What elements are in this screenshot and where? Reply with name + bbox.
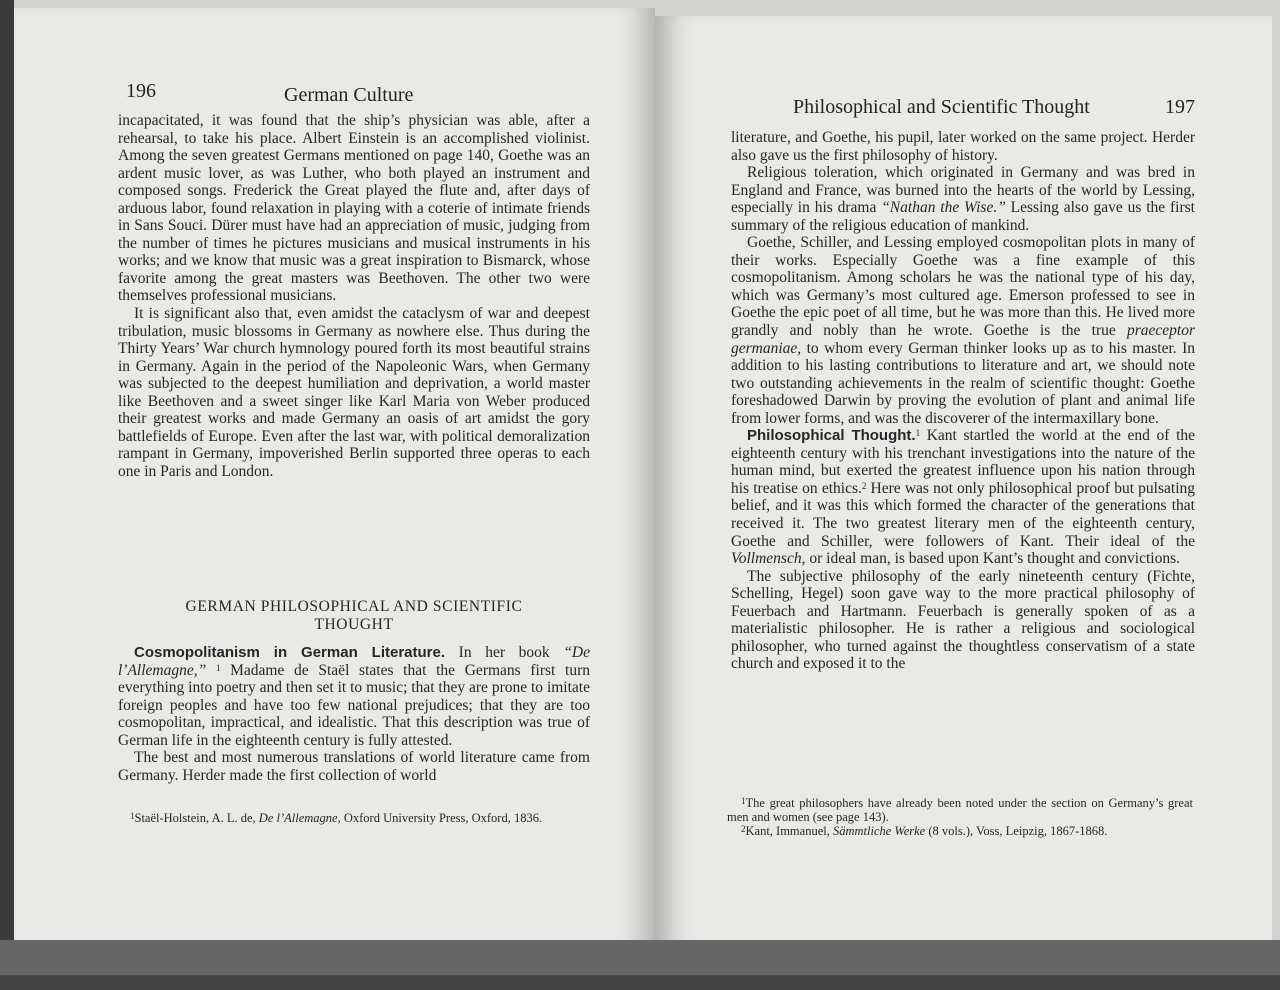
latin-phrase: praeceptor germaniae, bbox=[731, 322, 1195, 357]
text-run: Madame de Staël states that the Germans first turn everything into poetry and then set it to music; that they are prone to imitate foreign peoples and have too few national prejudices; that they are too cosmopolitan, impractical, and idealistic. That this description was true of German life in the eighteenth century is fully attested. bbox=[118, 661, 591, 749]
paragraph bbox=[731, 427, 1195, 567]
footnote-ref: 2 bbox=[861, 480, 867, 491]
paragraph bbox=[731, 164, 1195, 234]
text-run: Goethe, Schiller, and Lessing employed cosmopolitan plots in many of their works. Especially Goethe was a fine example of this cosmopolitanism. Among scholars he was the national type of his day, which was Germany’s most cultured age. Emerson professed to see in Goethe the epic poet of all time, but he was more than this. He lived more grandly and nobly than he wrote. Goethe is the true bbox=[731, 234, 1195, 340]
left-body-top bbox=[118, 112, 590, 480]
running-head-right: Philosophical and Scientific Thought bbox=[793, 96, 1090, 118]
term: Vollmensch, bbox=[731, 550, 806, 568]
footnote-number: 2 bbox=[741, 824, 746, 834]
footnotes-right bbox=[727, 796, 1193, 838]
text-run: Religious toleration, which originated in Germany and was bred in England and France, was burned into the hearts of the world by Lessing, especially in his drama bbox=[731, 164, 1195, 217]
text-run: Staël-Holstein, A. L. de, bbox=[134, 811, 259, 825]
running-head-left: German Culture bbox=[284, 84, 414, 106]
section-heading-line: THOUGHT bbox=[314, 616, 394, 633]
paragraph: The best and most numerous translations of world literature came from Germany. Herder made the first collection of world bbox=[118, 749, 590, 784]
paragraph: literature, and Goethe, his pupil, later worked on the same project. Herder also gave us the first philosophy of history. bbox=[731, 129, 1195, 164]
footnote-number: 1 bbox=[130, 811, 135, 821]
text-run: In her book bbox=[445, 644, 564, 661]
footnote bbox=[116, 811, 590, 825]
text-run: Lessing also gave us the first summary of the religious education of mankind. bbox=[731, 199, 1195, 234]
drama-title: “Nathan the Wise.” bbox=[881, 199, 1006, 217]
section-heading-line: GERMAN PHILOSOPHICAL AND SCIENTIFIC bbox=[185, 598, 523, 615]
footnote bbox=[727, 796, 1193, 824]
text-run: The great philosophers have already been noted under the section on Germany’s great men and women (see page 143). bbox=[727, 796, 1193, 824]
footnote-ref: 1 bbox=[915, 428, 921, 439]
scan-bottom-edge bbox=[0, 975, 1280, 990]
text-run: Here was not only philosophical proof but pulsating belief, and it was this which formed the character of the generations that received it. The two greatest literary men of the eighteenth century, Goethe and Schiller, were followers of Kant. Their ideal of the bbox=[731, 479, 1196, 550]
book-title: Sämmtliche Werke bbox=[832, 824, 926, 838]
left-page bbox=[14, 8, 655, 948]
run-in-heading: Philosophical Thought. bbox=[747, 427, 916, 445]
footnote-number: 1 bbox=[741, 796, 746, 806]
section-heading bbox=[118, 598, 590, 634]
text-run: Oxford University Press, Oxford, 1836. bbox=[340, 811, 543, 825]
right-page bbox=[655, 16, 1272, 946]
paragraph bbox=[731, 234, 1195, 427]
paragraph bbox=[118, 644, 590, 749]
text-run: Kant, Immanuel, bbox=[745, 824, 833, 838]
run-in-heading: Cosmopolitanism in German Literature. bbox=[134, 644, 446, 661]
text-run: or ideal man, is based upon Kant’s thought and convictions. bbox=[805, 550, 1181, 568]
page-number-right: 197 bbox=[1165, 96, 1195, 118]
footnote bbox=[727, 824, 1193, 838]
text-run: to whom every German thinker looks up as to his master. In addition to his lasting contributions to literature and art, we should note two outstanding achievements in the realm of scientific thought: Goethe foreshadowed Darwin by proving the evolution of plant and animal life from lower forms, and was the discoverer of the intermaxillary bone. bbox=[731, 339, 1195, 427]
book-title: De l’Allemagne, bbox=[258, 811, 341, 825]
book-title: “De l’Allemagne,” bbox=[118, 644, 591, 679]
text-run: Kant startled the world at the end of the eighteenth century with his trenchant investigations into the nature of the human mind, but exerted the greatest influence upon his nation through his treatise on ethics. bbox=[731, 427, 1196, 497]
left-body-bottom bbox=[118, 644, 590, 784]
footnote-left bbox=[116, 811, 590, 825]
paragraph: It is significant also that, even amidst the cataclysm of war and deepest tribulation, music blossoms in Germany as nowhere else. Thus during the Thirty Years’ War church hymnology poured forth its most beautiful strains in Germany. Again in the period of the Napoleonic Wars, when Germany was subjected to the deepest humiliation and deprivation, a world master like Beethoven and a sweet singer like Karl Maria von Weber produced their greatest works and made Germany an oasis of art amidst the gory battlefields of Europe. Even after the last war, with political demoralization rampant in Germany, impoverished Berlin supported three operas to each one in Paris and London. bbox=[118, 305, 590, 480]
page-number-left: 196 bbox=[126, 80, 156, 102]
footnote-ref: 1 bbox=[215, 662, 221, 673]
text-run: (8 vols.), Voss, Leipzig, 1867-1868. bbox=[925, 824, 1108, 838]
scan-left-edge bbox=[0, 0, 14, 990]
right-body bbox=[731, 129, 1195, 673]
paragraph: The subjective philosophy of the early nineteenth century (Fichte, Schelling, Hegel) soon gave way to the more practical philosophy of Feuerbach and Hartmann. Feuerbach is generally spoken of as a materialistic philosopher. He is rather a religious and sociological philosopher, who turned against the thoughtless conservatism of a state church and exposed it to the bbox=[731, 567, 1195, 673]
paragraph: incapacitated, it was found that the ship’s physician was able, after a rehearsal, to take his place. Albert Einstein is an accomplished violinist. Among the seven greatest Germans mentioned on page 140, Goethe was an ardent music lover, as was Luther, who both played an instrument and composed songs. Frederick the Great played the flute and, after days of arduous labor, found relaxation in playing with a coterie of intimate friends in Sans Souci. Dürer must have had an appreciation of music, judging from the number of times he pictures musicians and musical instruments in his works; and we know that music was a great inspiration to Bismarck, whose favorite among the great masters was Beethoven. The other two were themselves professional musicians. bbox=[118, 112, 590, 305]
